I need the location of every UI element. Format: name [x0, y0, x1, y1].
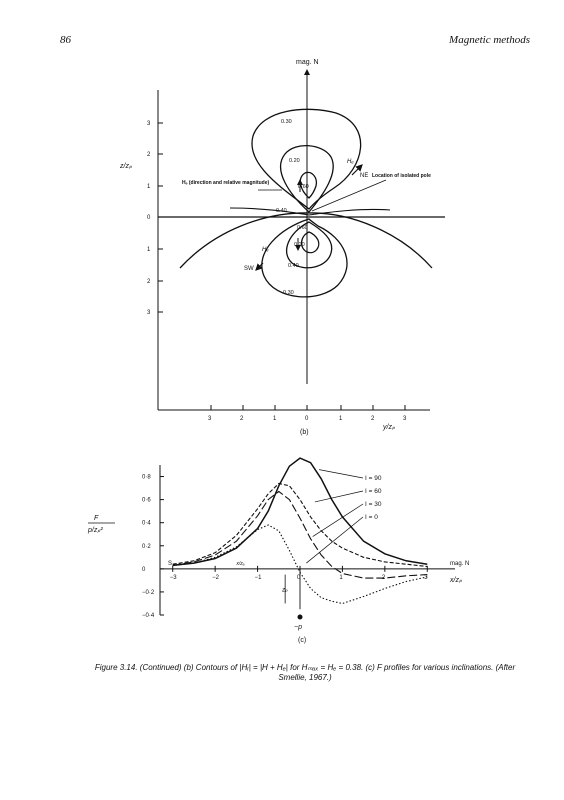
north-label: mag. N [296, 59, 319, 66]
y-tick-label: 1 [147, 184, 151, 190]
series-line-3 [173, 492, 428, 579]
x-tick-label: 2 [371, 416, 375, 422]
x-axis-label: x/zₚ [450, 576, 462, 584]
y-tick-label: 0 [147, 215, 151, 221]
series-line-2 [173, 484, 428, 567]
contour-value-label: 0.20 [289, 158, 300, 164]
x-tick-label: 0 [305, 416, 309, 422]
he-label-bottom: Hₑ [262, 247, 269, 253]
x-tick-label: −3 [169, 574, 177, 581]
he-direction-annotation [182, 180, 270, 186]
contour-value-label: 0.40 [288, 263, 299, 269]
x-tick-label: 3 [424, 574, 428, 581]
figure-caption: Figure 3.14. (Continued) (b) Contours of |Hᵣ| = |H + Hₑ| for Hₘₐₓ = Hₑ = 0.38. (c) F profiles for various inclinations. (After Smellie, 1967.) [94, 663, 516, 682]
y-axis-label-denominator: p/zₚ² [88, 527, 103, 534]
y-tick-label: 1 [147, 247, 151, 253]
series-line-1 [173, 458, 428, 565]
x-tick-label: 2 [240, 416, 244, 422]
y-axis-label: z/zₚ [120, 163, 132, 170]
pole-label: −p [294, 624, 302, 631]
x-tick-label: −2 [212, 574, 219, 581]
he-label-top: Hₑ [347, 159, 354, 165]
legend-label: I = 90 [365, 475, 382, 482]
x-tick-label: 1 [273, 416, 277, 422]
x-tick-label: 0 [297, 574, 301, 581]
contour-outer-upper [252, 109, 361, 209]
contour-value-label: 0.30 [281, 119, 292, 125]
x-tick-label: 3 [208, 416, 212, 422]
legend-leader [315, 491, 363, 502]
y-tick-label: −0·4 [142, 613, 155, 619]
y-axis-label-numerator: F [94, 515, 99, 522]
panel-label-c: (c) [298, 637, 307, 644]
x-tick-label: −1 [254, 574, 262, 581]
zp-label: zₚ [282, 587, 288, 594]
y-tick-label: 0·4 [142, 520, 151, 527]
legend-label: I = 30 [365, 501, 382, 508]
y-tick-label: 3 [147, 310, 151, 316]
ne-label: NE [360, 173, 369, 179]
x-tick-label: 2 [381, 574, 386, 581]
y-tick-label: 0·2 [142, 543, 151, 550]
y-tick-label: 0 [142, 566, 146, 573]
figure-c-profile-chart [0, 450, 564, 650]
north-label-c: mag. N [450, 560, 470, 567]
x-ticks [208, 405, 407, 422]
y-tick-label: 0·8 [142, 474, 151, 481]
y-tick-label: 3 [147, 121, 151, 127]
pole-location-label: Location of isolated pole [372, 173, 431, 179]
x-tick-label: 1 [339, 574, 343, 581]
contour-value-label: 0.20 [294, 242, 305, 248]
contour-value-label: 0.30 [283, 290, 294, 296]
y-tick-label: 0·6 [142, 497, 151, 504]
pole-marker [298, 615, 303, 620]
running-header: Magnetic methods [449, 34, 530, 46]
y-ticks [147, 121, 163, 316]
contour-value-label: 0.40 [276, 208, 287, 214]
contour-wing-upper [180, 213, 432, 268]
contour-value-label: 0.60 [297, 225, 308, 231]
page-number: 86 [60, 34, 71, 46]
he-direction-label: Hₑ (direction and relative magnitude) [182, 180, 270, 186]
x-tick-label: 1 [339, 416, 343, 422]
x-axis-label: y/zₚ [383, 424, 395, 431]
y-tick-label: 2 [147, 152, 151, 158]
s-label: S [168, 560, 173, 567]
x-tick-label: 3 [403, 416, 407, 422]
legend-label: I = 60 [365, 488, 382, 495]
legend-leader [306, 517, 363, 563]
legend-leader [319, 470, 363, 478]
y-tick-label: −0·2 [142, 589, 155, 596]
sw-label: SW [244, 266, 254, 272]
contour-value-label: 0.60 [298, 184, 309, 190]
legend-label: I = 0 [365, 514, 378, 521]
panel-label-b: (b) [300, 429, 309, 436]
y-tick-label: 2 [147, 279, 151, 285]
xza-label: x/zₐ [236, 560, 245, 567]
